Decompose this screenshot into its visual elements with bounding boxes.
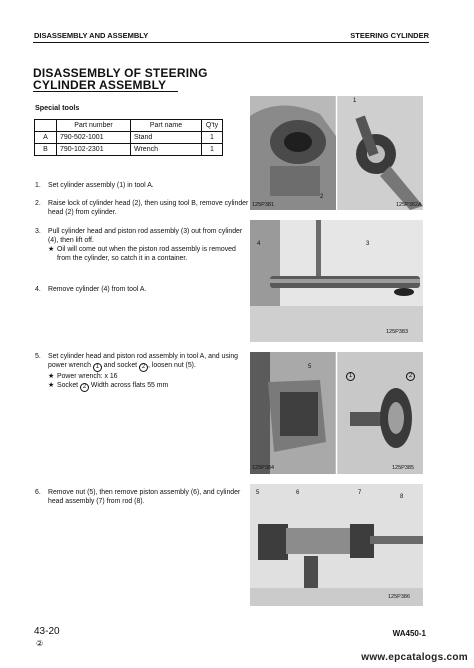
step-note [48,245,250,263]
circled-number: 2 [139,363,148,372]
table-cell-qty: 1 [202,144,223,156]
table-cell-mark: B [35,144,57,156]
revision-mark: ② [36,639,44,648]
callout-number: 6 [296,490,300,496]
photo-step-6-drawing [250,484,423,606]
step-note [48,381,250,392]
step-text-part: Set cylinder head and piston rod assembly in tool A, and using power wrench [48,353,238,369]
photo-code: 125P385 [392,465,415,471]
step-number: 2. [35,200,41,207]
table-cell-name: Wrench [131,144,202,156]
model-number: WA450-1 [392,629,426,638]
table-row [35,144,223,156]
step-number: 6. [35,489,41,496]
page-title-line2: CYLINDER ASSEMBLY [33,78,167,92]
photo-step-1-2 [250,96,423,210]
step-1 [35,181,250,190]
table-header-part-number: Part number [57,120,131,132]
page-number: 43-20 [34,626,60,637]
star-icon: ★ [48,246,55,253]
photo-code: 125P386 [388,594,411,600]
photo-step-3 [250,220,423,342]
star-icon: ★ [48,373,55,380]
step-4 [35,285,250,294]
photo-code: 125P384 [252,465,275,471]
callout-number: 3 [366,241,370,247]
page-header [33,30,429,43]
photo-code: 125P381 [252,202,275,208]
photo-step-5 [250,352,423,474]
step-text-part: , loosen nut (5). [148,362,196,369]
step-note-text: Oil will come out when the piston rod assembly is removed from the cylinder, so catch it in a container. [57,246,236,262]
special-tools-table [34,119,223,156]
table-header-mark [35,120,57,132]
callout-number: 5 [256,490,260,496]
header-section-title: DISASSEMBLY AND ASSEMBLY [34,31,149,40]
photo-step-1-2-drawing [250,96,423,210]
step-number: 1. [35,182,41,189]
table-cell-part: 790-502-1001 [57,132,131,144]
photo-step-3-drawing [250,220,423,342]
table-cell-qty: 1 [202,132,223,144]
step-text-part: and socket [103,362,138,369]
header-component-title: STEERING CYLINDER [350,31,429,40]
step-note-text: Width across flats 55 mm [90,382,169,389]
callout-number: 2 [406,372,415,381]
step-text: Set cylinder assembly (1) in tool A. [48,182,154,189]
circled-number: 1 [93,363,102,372]
step-6 [35,488,250,506]
star-icon: ★ [48,382,55,389]
step-3 [35,227,250,263]
table-header-part-name: Part name [131,120,202,132]
special-tools-heading: Special tools [35,103,80,112]
callout-number: 1 [353,98,357,104]
step-5 [35,352,250,392]
table-cell-mark: A [35,132,57,144]
photo-code: 125P382A [396,202,422,208]
step-text [48,352,250,372]
step-note-text: Socket [57,382,79,389]
callout-number: 2 [320,194,324,200]
table-cell-name: Stand [131,132,202,144]
table-row [35,132,223,144]
circled-number: 2 [80,383,89,392]
title-underline [33,91,178,92]
callout-number: 8 [400,494,404,500]
step-note [48,372,250,381]
step-number: 4. [35,286,41,293]
step-number: 5. [35,353,41,360]
photo-step-6 [250,484,423,606]
step-note-text: Power wrench: x 16 [57,373,118,380]
step-text: Remove cylinder (4) from tool A. [48,286,147,293]
table-header-qty: Q'ty [202,120,223,132]
page-title [33,67,208,91]
callout-number: 5 [308,364,312,370]
photo-step-5-drawing [250,352,423,474]
table-cell-part: 790-102-2301 [57,144,131,156]
photo-code: 125P383 [386,329,409,335]
step-2 [35,199,250,217]
callout-number: 1 [346,372,355,381]
step-text: Pull cylinder head and piston rod assembly (3) out from cylinder (4), then lift off. [48,228,243,244]
watermark: www.epcatalogs.com [361,652,468,663]
step-number: 3. [35,228,41,235]
callout-number: 7 [358,490,362,496]
step-text: Raise lock of cylinder head (2), then using tool B, remove cylinder head (2) from cylinder. [48,200,249,216]
table-header-row [35,120,223,132]
step-text: Remove nut (5), then remove piston assembly (6), and cylinder head assembly (7) from rod (8). [48,489,241,505]
callout-number: 4 [257,241,261,247]
page-title-line1: DISASSEMBLY OF STEERING [33,66,208,80]
